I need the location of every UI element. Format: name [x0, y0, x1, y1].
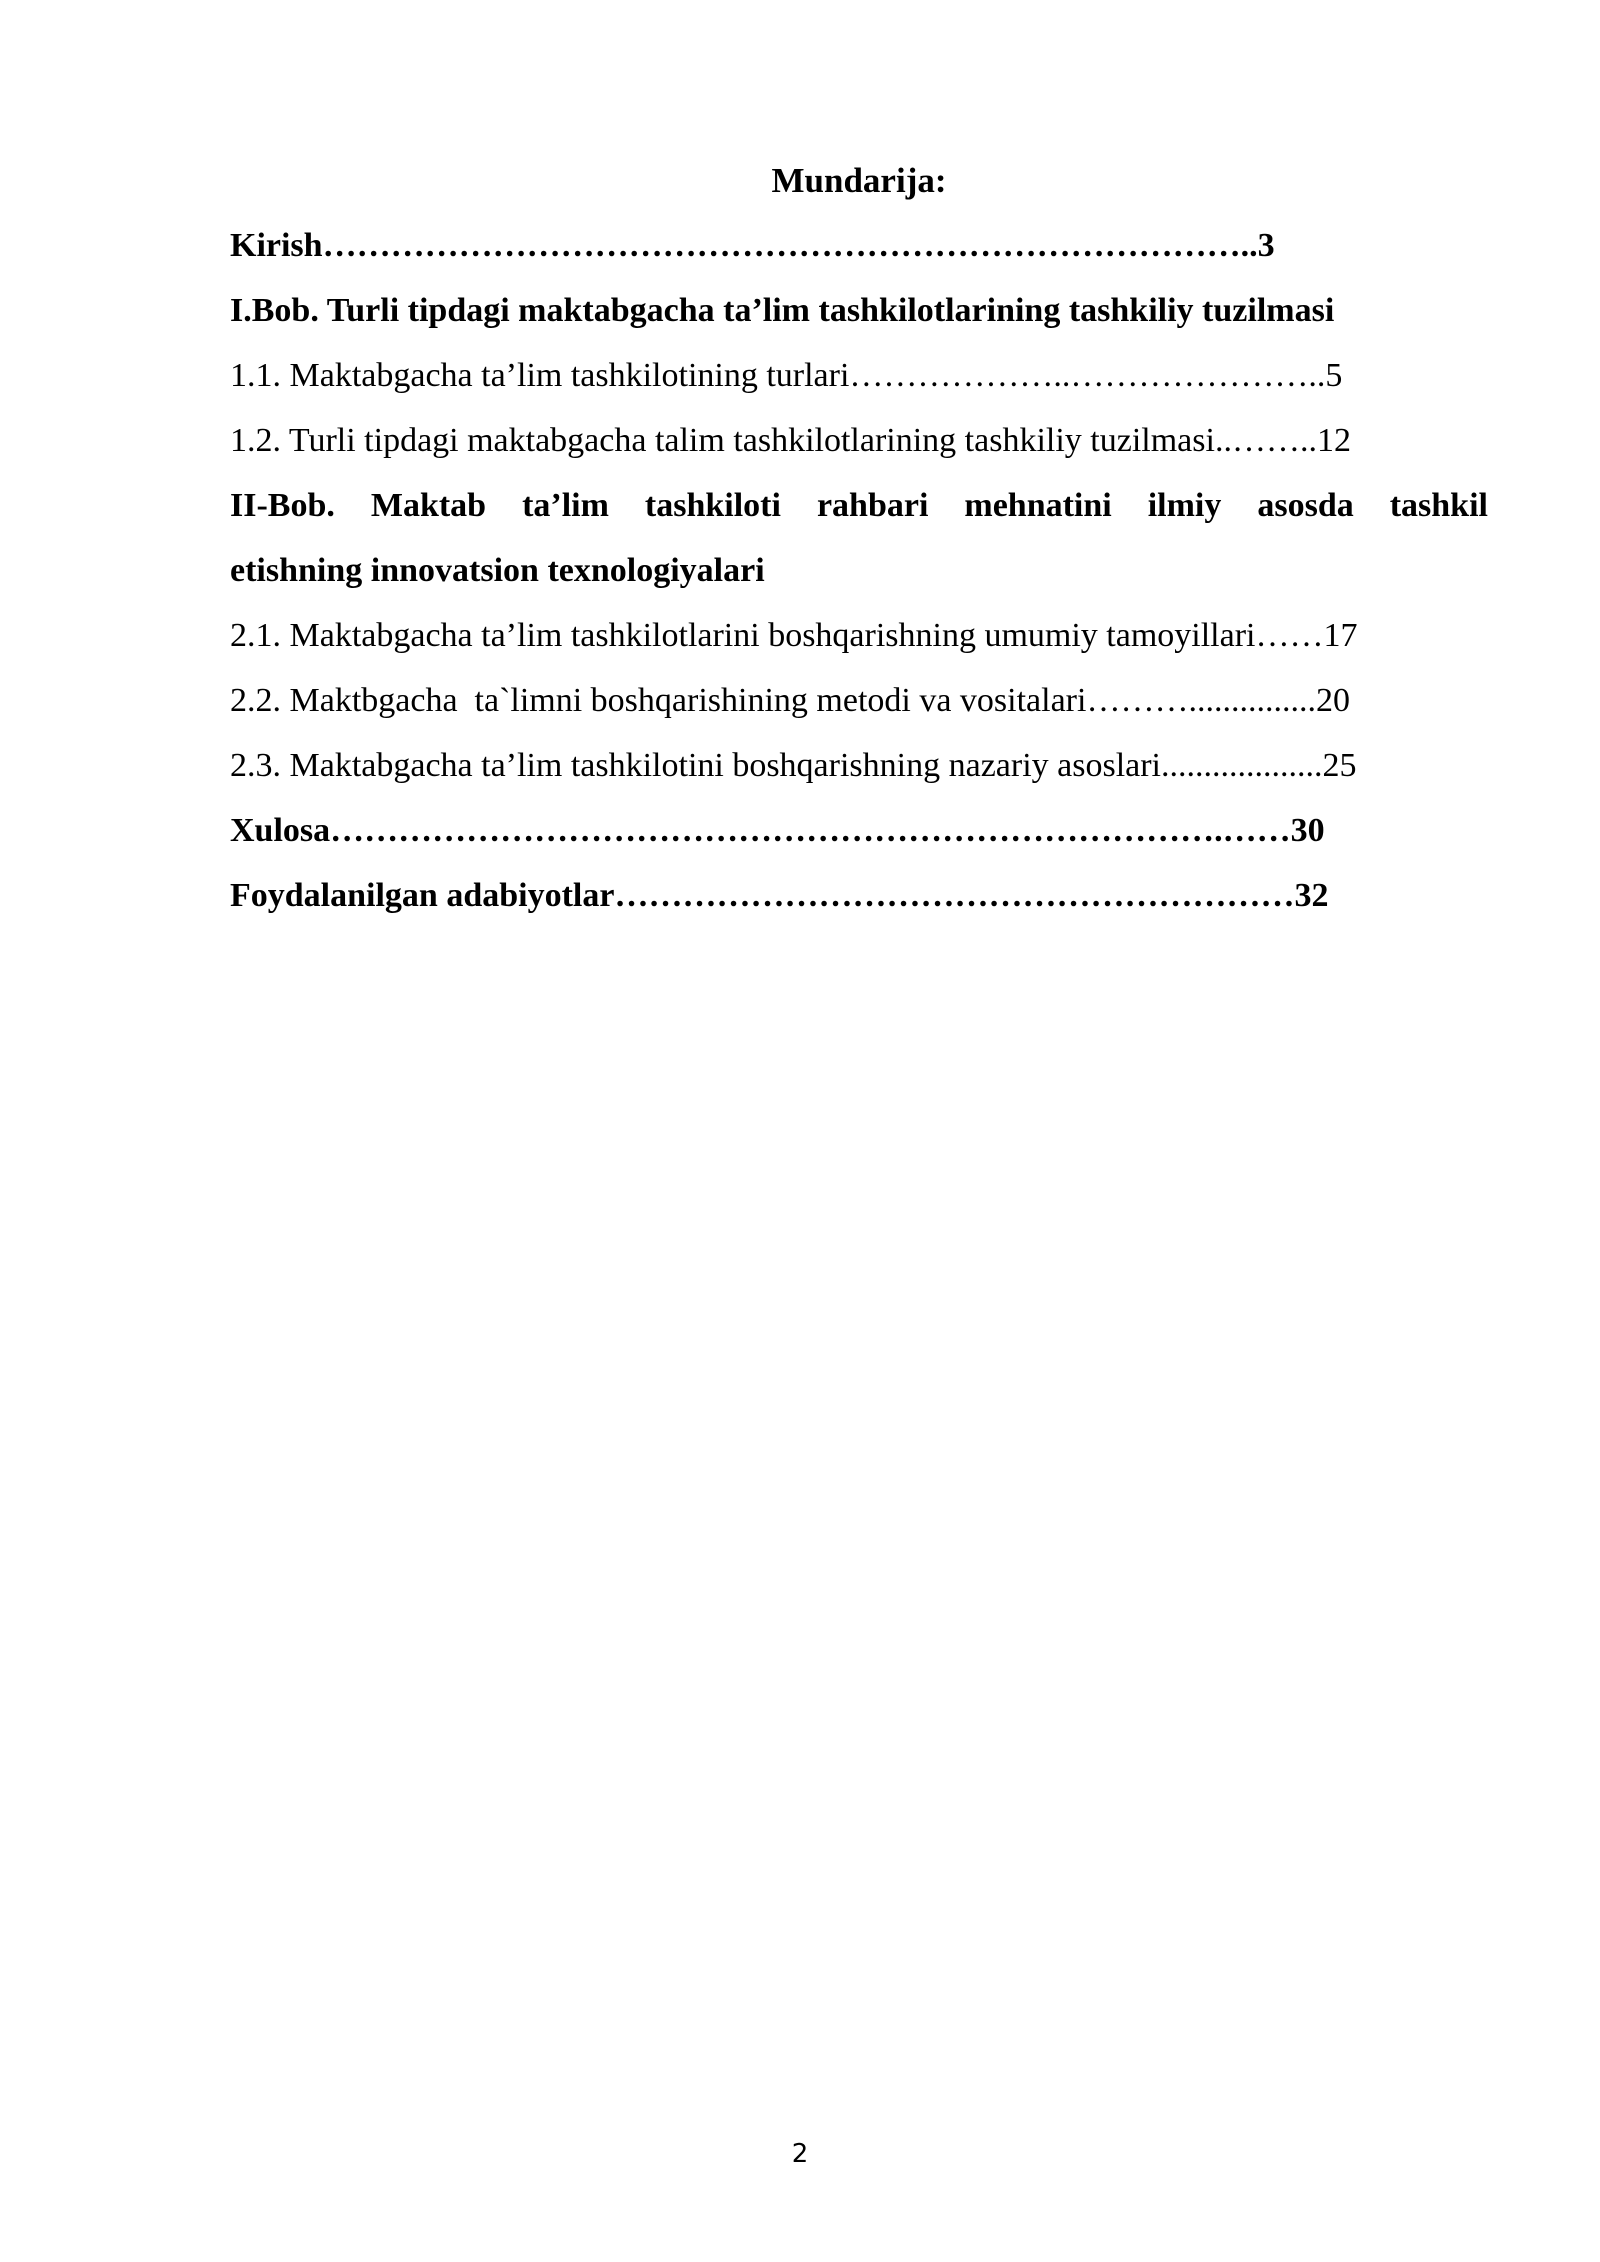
- toc-entry-bibliography: Foydalanilgan adabiyotlar……………………………………………………32: [230, 877, 1329, 914]
- toc-chapter-2-heading-continued: etishning innovatsion texnologiyalari: [230, 552, 765, 589]
- table-of-contents: [230, 148, 1488, 928]
- toc-entry-2-3: 2.3. Maktabgacha ta’lim tashkilotini boshqarishning nazariy asoslari...................25: [230, 747, 1357, 784]
- toc-title: Mundarija:: [771, 161, 947, 200]
- toc-chapter-2-heading: II-Bob. Maktab ta’lim tashkiloti rahbari mehnatini ilmiy asosda tashkil: [230, 487, 1488, 524]
- toc-entry-1-2: 1.2. Turli tipdagi maktabgacha talim tashkilotlarining tashkiliy tuzilmasi..……..12: [230, 422, 1351, 459]
- toc-chapter-1-heading: I.Bob. Turli tipdagi maktabgacha ta’lim tashkilotlarining tashkiliy tuzilmasi: [230, 292, 1335, 329]
- toc-entry-2-2: 2.2. Maktbgacha ta`limni boshqarishining metodi va vositalari………...............20: [230, 682, 1350, 719]
- toc-entry-2-1: 2.1. Maktabgacha ta’lim tashkilotlarini boshqarishning umumiy tamoyillari……17: [230, 617, 1358, 654]
- page-number: 2: [791, 2139, 809, 2169]
- toc-entry-xulosa: Xulosa…………………………………………………………………….……30: [230, 812, 1325, 849]
- toc-entry-kirish: Kirish………………………………………………………………………..3: [230, 227, 1275, 264]
- toc-entry-1-1: 1.1. Maktabgacha ta’lim tashkilotining turlari………………..…………………..5: [230, 357, 1343, 394]
